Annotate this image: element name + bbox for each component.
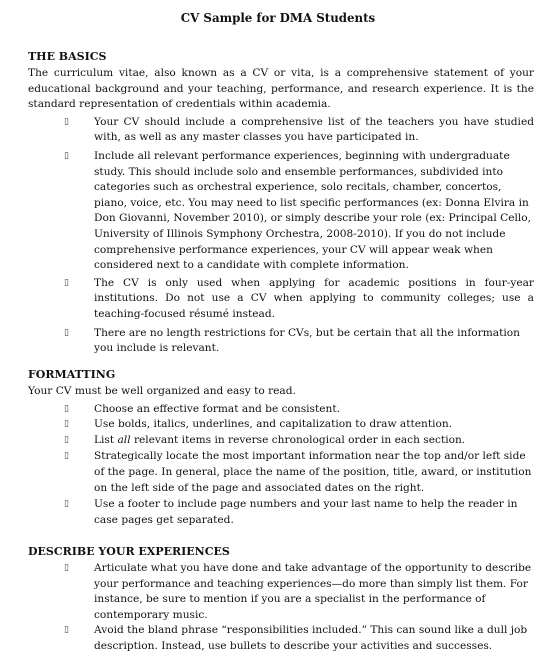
section-intro: Your CV must be well organized and easy to read. xyxy=(28,385,296,397)
emphasis-text: all xyxy=(117,433,131,446)
bullet-icon: ▯ xyxy=(64,499,69,510)
bullet-text: List all relevant items in reverse chronological order in each section. xyxy=(94,433,466,446)
bullet-item xyxy=(64,115,534,146)
bullet-item xyxy=(64,149,534,274)
bullet-text: Avoid the bland phrase “responsibilities included.” This can sound like a dull job description. Instead, use bullets to describe your activities and successes. xyxy=(94,624,528,652)
section-formatting xyxy=(28,367,534,528)
bullet-list xyxy=(28,115,534,357)
section-heading: FORMATTING xyxy=(28,368,116,381)
bullet-icon: ▯ xyxy=(64,434,69,445)
bullet-text: There are no length restrictions for CVs, but be certain that all the information you include is relevant. xyxy=(94,326,520,355)
section-intro: The curriculum vitae, also known as a CV or vita, is a comprehensive statement of your educational background and your teaching, performance, and research experience. It is the standard representation of credentials within academia. xyxy=(28,67,534,111)
bullet-list xyxy=(28,402,534,529)
bullet-icon: ▯ xyxy=(64,327,69,338)
bullet-item xyxy=(64,561,534,623)
bullet-text: Use bolds, italics, underlines, and capitalization to draw attention. xyxy=(94,418,453,431)
section-heading: DESCRIBE YOUR EXPERIENCES xyxy=(28,545,230,558)
bullet-text: Strategically locate the most important information near the top and/or left side of the page. In general, place the name of the position, title, award, or institution on the left side of the page and associated dates on the right. xyxy=(94,450,532,494)
bullet-icon: ▯ xyxy=(64,451,69,462)
bullet-item xyxy=(64,417,534,433)
section-describe-experiences xyxy=(28,544,534,655)
document-title: CV Sample for DMA Students xyxy=(180,11,376,25)
bullet-item xyxy=(64,433,534,449)
section-heading: THE BASICS xyxy=(28,50,107,63)
bullet-icon: ▯ xyxy=(64,563,69,573)
bullet-icon: ▯ xyxy=(64,277,69,288)
bullet-text: Choose an effective format and be consistent. xyxy=(94,402,340,415)
bullet-icon: ▯ xyxy=(64,150,69,161)
section-the-basics xyxy=(28,49,534,357)
bullet-text: Include all relevant performance experiences, beginning with undergraduate study. This should include solo and ensemble performances, subdivided into categories such as orchestral experience, solo recitals, chamber, concertos, piano, voice, etc. You may need to list specific performances (ex: Donna Elvira in Don Giovanni, November 2010), or simply describe your role (ex: Principal Cello, University of Illinois Symphony Orchestra, 2008-2010). If you do not include comprehensive performance experiences, your CV will appear weak when considered next to a candidate with complete information. xyxy=(94,149,531,272)
bullet-item xyxy=(64,276,534,323)
bullet-text: Use a footer to include page numbers and your last name to help the reader in case pages get separated. xyxy=(94,498,518,526)
bullet-list xyxy=(28,561,534,655)
bullet-text: Articulate what you have done and take advantage of the opportunity to describe your performance and teaching experiences—do more than simply list them. For instance, be sure to mention if you are a specialist in the performance of contemporary music. xyxy=(94,562,532,621)
bullet-text: The CV is only used when applying for academic positions in four-year institutions. Do not use a CV when applying to community colleges; use a teaching-focused résumé instead. xyxy=(94,276,534,320)
bullet-icon: ▯ xyxy=(64,625,69,636)
bullet-item xyxy=(64,326,534,357)
bullet-item xyxy=(64,497,534,528)
bullet-text: Your CV should include a comprehensive list of the teachers you have studied with, as well as any master classes you have participated in. xyxy=(94,115,534,144)
bullet-icon: ▯ xyxy=(64,116,69,127)
bullet-item xyxy=(64,449,534,496)
bullet-icon: ▯ xyxy=(64,403,69,414)
bullet-icon: ▯ xyxy=(64,419,69,430)
bullet-item xyxy=(64,402,534,418)
